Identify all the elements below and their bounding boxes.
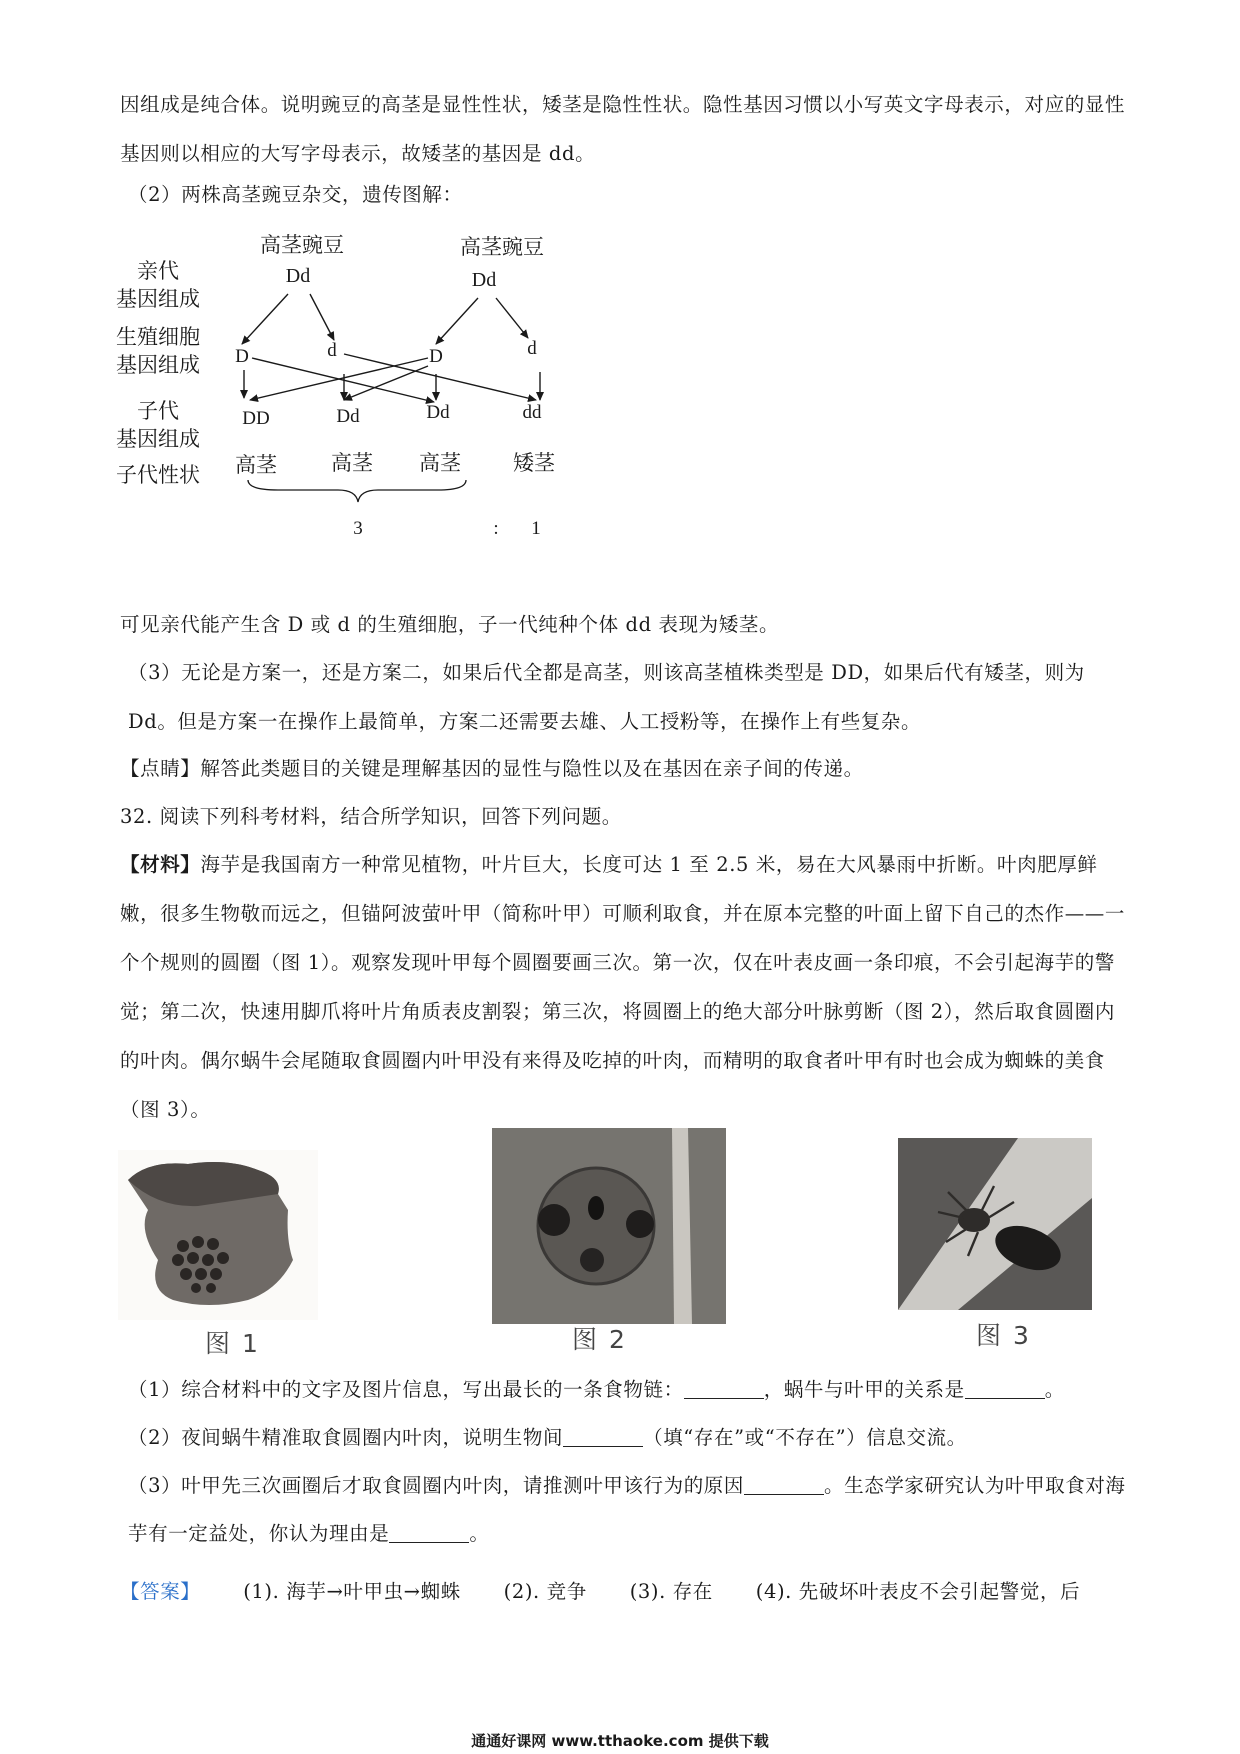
question-3 xyxy=(120,1462,1138,1558)
label-gamete: 生殖细胞 xyxy=(116,325,200,349)
answer-blank-benefit-reason[interactable] xyxy=(389,1523,469,1544)
offspring-DD: DD xyxy=(242,408,270,429)
material-text: 海芋是我国南方一种常见植物，叶片巨大，长度可达 1 至 2.5 米，易在大风暴雨中折断。叶肉肥厚鲜嫩，很多生物敬而远之，但锚阿波萤叶甲（简称叶甲）可顺利取食，并在原本完整的叶面上留下自己的杰作——一个个规则的圆圈（图 1）。观察发现叶甲每个圆圈要画三次。第一次，仅在叶表皮画一条印痕，不会引起海芋的警觉；第二次，快速用脚爪将叶片角质表皮割裂；第三次，将圆圈上的绝大部分叶脉剪断（图 2），然后取食圆圈内的叶肉。偶尔蜗牛会尾随取食圆圈内叶甲没有来得及吃掉的叶肉，而精明的取食者叶甲有时也会成为蜘蛛的美食（图 3）。 xyxy=(120,853,1126,1121)
figure-3-caption: 图 3 xyxy=(976,1321,1031,1350)
question-1-text-b: ，蜗牛与叶甲的关系是 xyxy=(763,1378,965,1401)
trait-tall-2: 高茎 xyxy=(331,451,373,475)
figure-1-photo xyxy=(118,1150,318,1320)
figure-2-photo xyxy=(492,1128,726,1324)
question-2-text-b: （填“存在”或“不存在”）信息交流。 xyxy=(643,1426,967,1449)
question-2-text-a: （2）夜间蜗牛精准取食圆圈内叶肉，说明生物间 xyxy=(128,1426,564,1449)
label-gamete-genotype: 基因组成 xyxy=(116,353,200,377)
answer-2: (2). 竞争 xyxy=(503,1580,587,1603)
ratio-tall: 3 xyxy=(353,518,363,539)
answer-blank-info-exchange[interactable] xyxy=(563,1427,643,1448)
tip-text: 解答此类题目的关键是理解基因的显性与隐性以及在基因在亲子间的传递。 xyxy=(200,757,864,780)
gamete-D-right: D xyxy=(429,346,443,367)
offspring-dd: dd xyxy=(522,402,542,423)
tip-tag: 【点睛】 xyxy=(120,757,201,780)
gamete-d-right: d xyxy=(527,338,537,359)
paragraph-genotype-explanation: 因组成是纯合体。说明豌豆的高茎是显性性状，矮茎是隐性性状。隐性基因习惯以小写英文字母表示，对应的显性基因则以相应的大写字母表示，故矮茎的基因是 dd。 xyxy=(120,93,1126,165)
offspring-Dd-1: Dd xyxy=(336,406,360,427)
page-footer: 通通好课网 www.tthaoke.com 提供下载 xyxy=(471,1732,769,1750)
question-32-heading: 32. 阅读下列科考材料，结合所学知识，回答下列问题。 xyxy=(120,805,622,828)
question-3-text-a: （3）叶甲先三次画圈后才取食圆圈内叶肉，请推测叶甲该行为的原因 xyxy=(128,1474,745,1497)
figure-2-caption: 图 2 xyxy=(572,1325,627,1354)
parent-right-genotype: Dd xyxy=(471,269,497,291)
material-tag: 【材料】 xyxy=(120,853,201,876)
ratio-short: 1 xyxy=(531,518,541,539)
question-3-text-c: 。 xyxy=(469,1522,490,1545)
question-2 xyxy=(120,1414,1138,1462)
paragraph-cross-intro: （2）两株高茎豌豆杂交，遗传图解： xyxy=(128,183,463,206)
paragraph-method-comparison: （3）无论是方案一，还是方案二，如果后代全都是高茎，则该高茎植株类型是 DD，如果后代有矮茎，则为 Dd。但是方案一在操作上最简单，方案二还需要去雄、人工授粉等，在操作上有些复杂。 xyxy=(128,661,1085,733)
grouping-brace xyxy=(248,480,466,502)
gamete-d-left: d xyxy=(327,340,337,361)
label-parent-genotype: 基因组成 xyxy=(116,287,200,311)
material-paragraph xyxy=(120,840,1130,1134)
gamete-D-left: D xyxy=(235,346,249,367)
answer-line xyxy=(120,1572,1080,1612)
parent-right-name: 高茎豌豆 xyxy=(460,235,544,259)
figure-1-caption: 图 1 xyxy=(205,1329,260,1358)
question-3-text-b: 。生态学家研究认为叶甲取食对海芋有一定益处，你认为理由是 xyxy=(128,1474,1126,1545)
trait-tall-3: 高茎 xyxy=(419,451,461,475)
ratio-separator: : xyxy=(493,518,499,539)
answer-blank-relationship[interactable] xyxy=(965,1379,1045,1400)
question-1-text-a: （1）综合材料中的文字及图片信息，写出最长的一条食物链： xyxy=(128,1378,684,1401)
answer-1: (1). 海芋→叶甲虫→蜘蛛 xyxy=(243,1580,461,1603)
answer-blank-behavior-reason[interactable] xyxy=(744,1475,824,1496)
offspring-Dd-2: Dd xyxy=(426,402,450,423)
label-offspring-genotype: 基因组成 xyxy=(116,427,200,451)
question-1-text-c: 。 xyxy=(1044,1378,1065,1401)
label-offspring: 子代 xyxy=(137,399,179,423)
paragraph-tip xyxy=(120,744,1130,793)
trait-tall-1: 高茎 xyxy=(235,453,277,477)
answer-3: (3). 存在 xyxy=(629,1580,713,1603)
genetic-cross-diagram xyxy=(116,233,638,580)
parent-left-name: 高茎豌豆 xyxy=(260,233,344,257)
question-1 xyxy=(120,1366,1138,1414)
figure-3-photo xyxy=(898,1138,1092,1310)
paragraph-conclusion: 可见亲代能产生含 D 或 d 的生殖细胞，子一代纯种个体 dd 表现为矮茎。 xyxy=(120,613,780,636)
trait-short: 矮茎 xyxy=(513,451,555,475)
answer-4: (4). 先破坏叶表皮不会引起警觉，后 xyxy=(755,1580,1081,1603)
parent-left-genotype: Dd xyxy=(285,265,311,287)
answer-tag: 【答案】 xyxy=(120,1580,201,1603)
label-parent: 亲代 xyxy=(137,259,179,283)
label-offspring-trait: 子代性状 xyxy=(116,463,200,487)
answer-blank-food-chain[interactable] xyxy=(684,1379,764,1400)
